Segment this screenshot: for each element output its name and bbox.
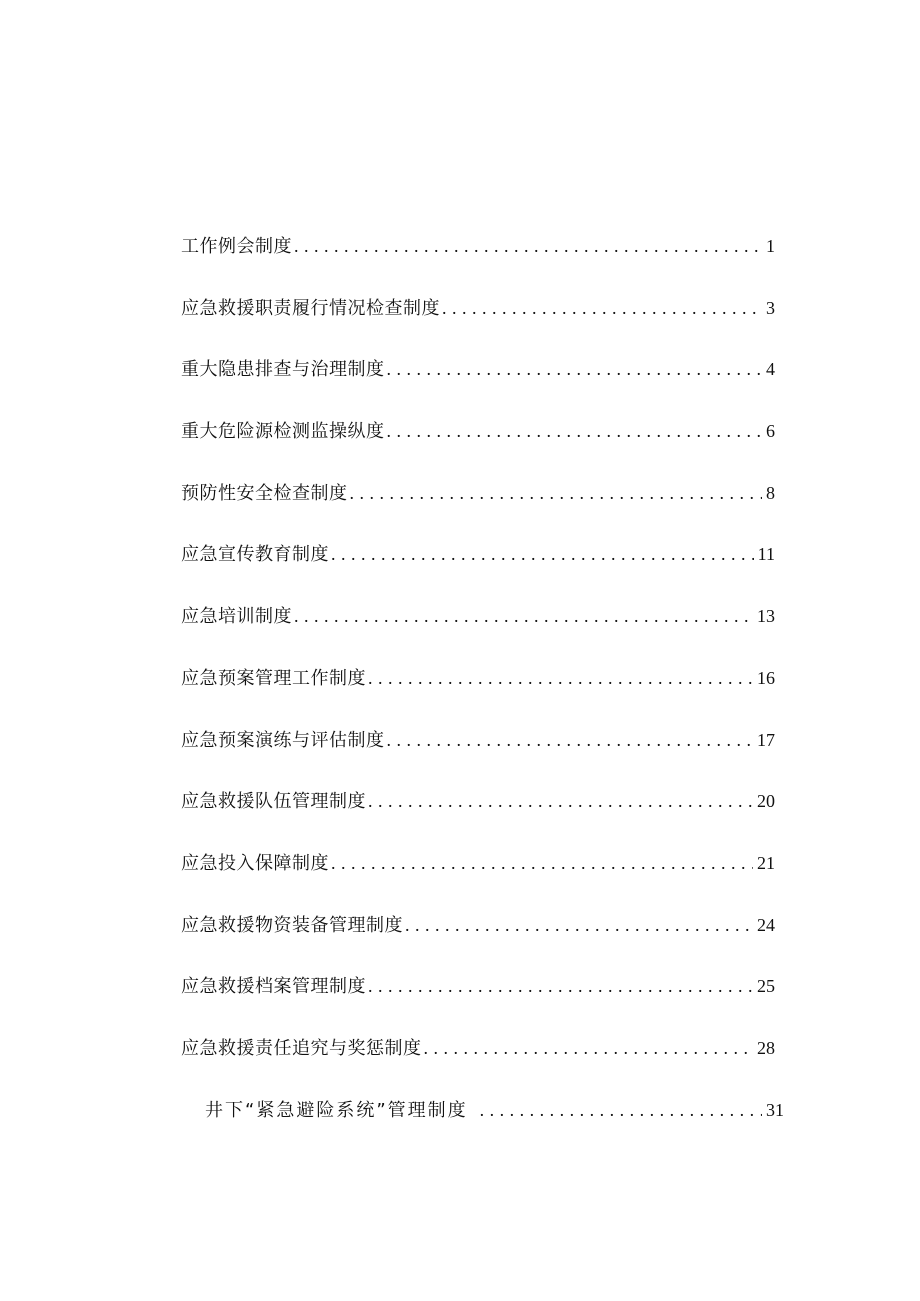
toc-entry-title: 应急救援档案管理制度 (181, 976, 366, 998)
toc-entry-page: 1 (766, 236, 775, 256)
toc-entry-page: 24 (757, 914, 775, 935)
toc-entry[interactable] (181, 968, 775, 1030)
toc-entry[interactable] (181, 783, 775, 845)
toc-entry-page: 31 (766, 1099, 784, 1120)
toc-leader-dots (480, 1092, 762, 1128)
toc-entry-title: 应急预案演练与评估制度 (181, 729, 385, 751)
toc-entry-title: 应急宣传教育制度 (181, 544, 329, 566)
toc-entry-title: 应急救援职责履行情况检查制度 (181, 297, 440, 319)
toc-entry-page: 17 (757, 729, 775, 750)
toc-leader-dots (368, 783, 753, 819)
toc-entry[interactable] (181, 598, 775, 660)
toc-leader-dots (405, 907, 753, 943)
toc-entry[interactable] (181, 660, 775, 722)
toc-entry[interactable] (181, 907, 775, 969)
toc-entry-title: 预防性安全检查制度 (181, 482, 348, 504)
toc-entry-title: 井下“紧急避险系统”管理制度 (205, 1099, 468, 1121)
toc-entry-page: 11 (757, 544, 775, 565)
toc-entry-title: 应急培训制度 (181, 606, 292, 628)
toc-leader-dots (350, 475, 763, 511)
toc-entry-title: 应急投入保障制度 (181, 852, 329, 874)
toc-entry[interactable] (181, 413, 775, 475)
toc-entry-title: 重大隐患排查与治理制度 (181, 359, 385, 381)
toc-leader-dots (387, 413, 763, 449)
toc-entry-page: 28 (757, 1037, 775, 1058)
toc-entry-page: 3 (766, 297, 775, 318)
toc-leader-dots (368, 660, 753, 696)
toc-entry-page: 4 (766, 359, 775, 380)
toc-entry[interactable] (181, 722, 775, 784)
toc-entry-page: 8 (766, 482, 775, 503)
toc-entry-page: 20 (757, 791, 775, 812)
toc-leader-dots (387, 351, 763, 387)
toc-entry-page: 25 (757, 976, 775, 997)
toc-leader-dots (424, 1030, 754, 1066)
toc-entry-title: 重大危险源检测监操纵度 (181, 421, 385, 443)
toc-leader-dots (387, 722, 754, 758)
toc-leader-dots (331, 845, 753, 881)
toc-entry-page: 21 (757, 852, 775, 873)
toc-entry[interactable] (181, 228, 775, 290)
toc-leader-dots (331, 536, 754, 572)
toc-entry-page: 13 (757, 606, 775, 627)
toc-leader-dots (442, 290, 762, 326)
toc-entry[interactable] (181, 845, 775, 907)
toc-entry[interactable] (181, 290, 775, 352)
toc-leader-dots (294, 228, 762, 264)
toc-leader-dots (368, 968, 753, 1004)
toc-entry-title: 应急预案管理工作制度 (181, 667, 366, 689)
toc-entry[interactable] (181, 351, 775, 413)
toc-leader-dots (294, 598, 753, 634)
toc-entry-page: 16 (757, 667, 775, 688)
toc-entry[interactable] (205, 1092, 784, 1154)
toc-entry[interactable] (181, 536, 775, 598)
toc-entry[interactable] (181, 475, 775, 537)
toc-entry-title: 应急救援责任追究与奖惩制度 (181, 1037, 422, 1059)
toc-entry-title: 工作例会制度 (181, 236, 292, 257)
toc-entry-page: 6 (766, 421, 775, 442)
toc-entry[interactable] (181, 1030, 775, 1092)
table-of-contents (181, 228, 784, 1153)
toc-entry-title: 应急救援物资装备管理制度 (181, 914, 403, 936)
toc-entry-title: 应急救援队伍管理制度 (181, 791, 366, 813)
